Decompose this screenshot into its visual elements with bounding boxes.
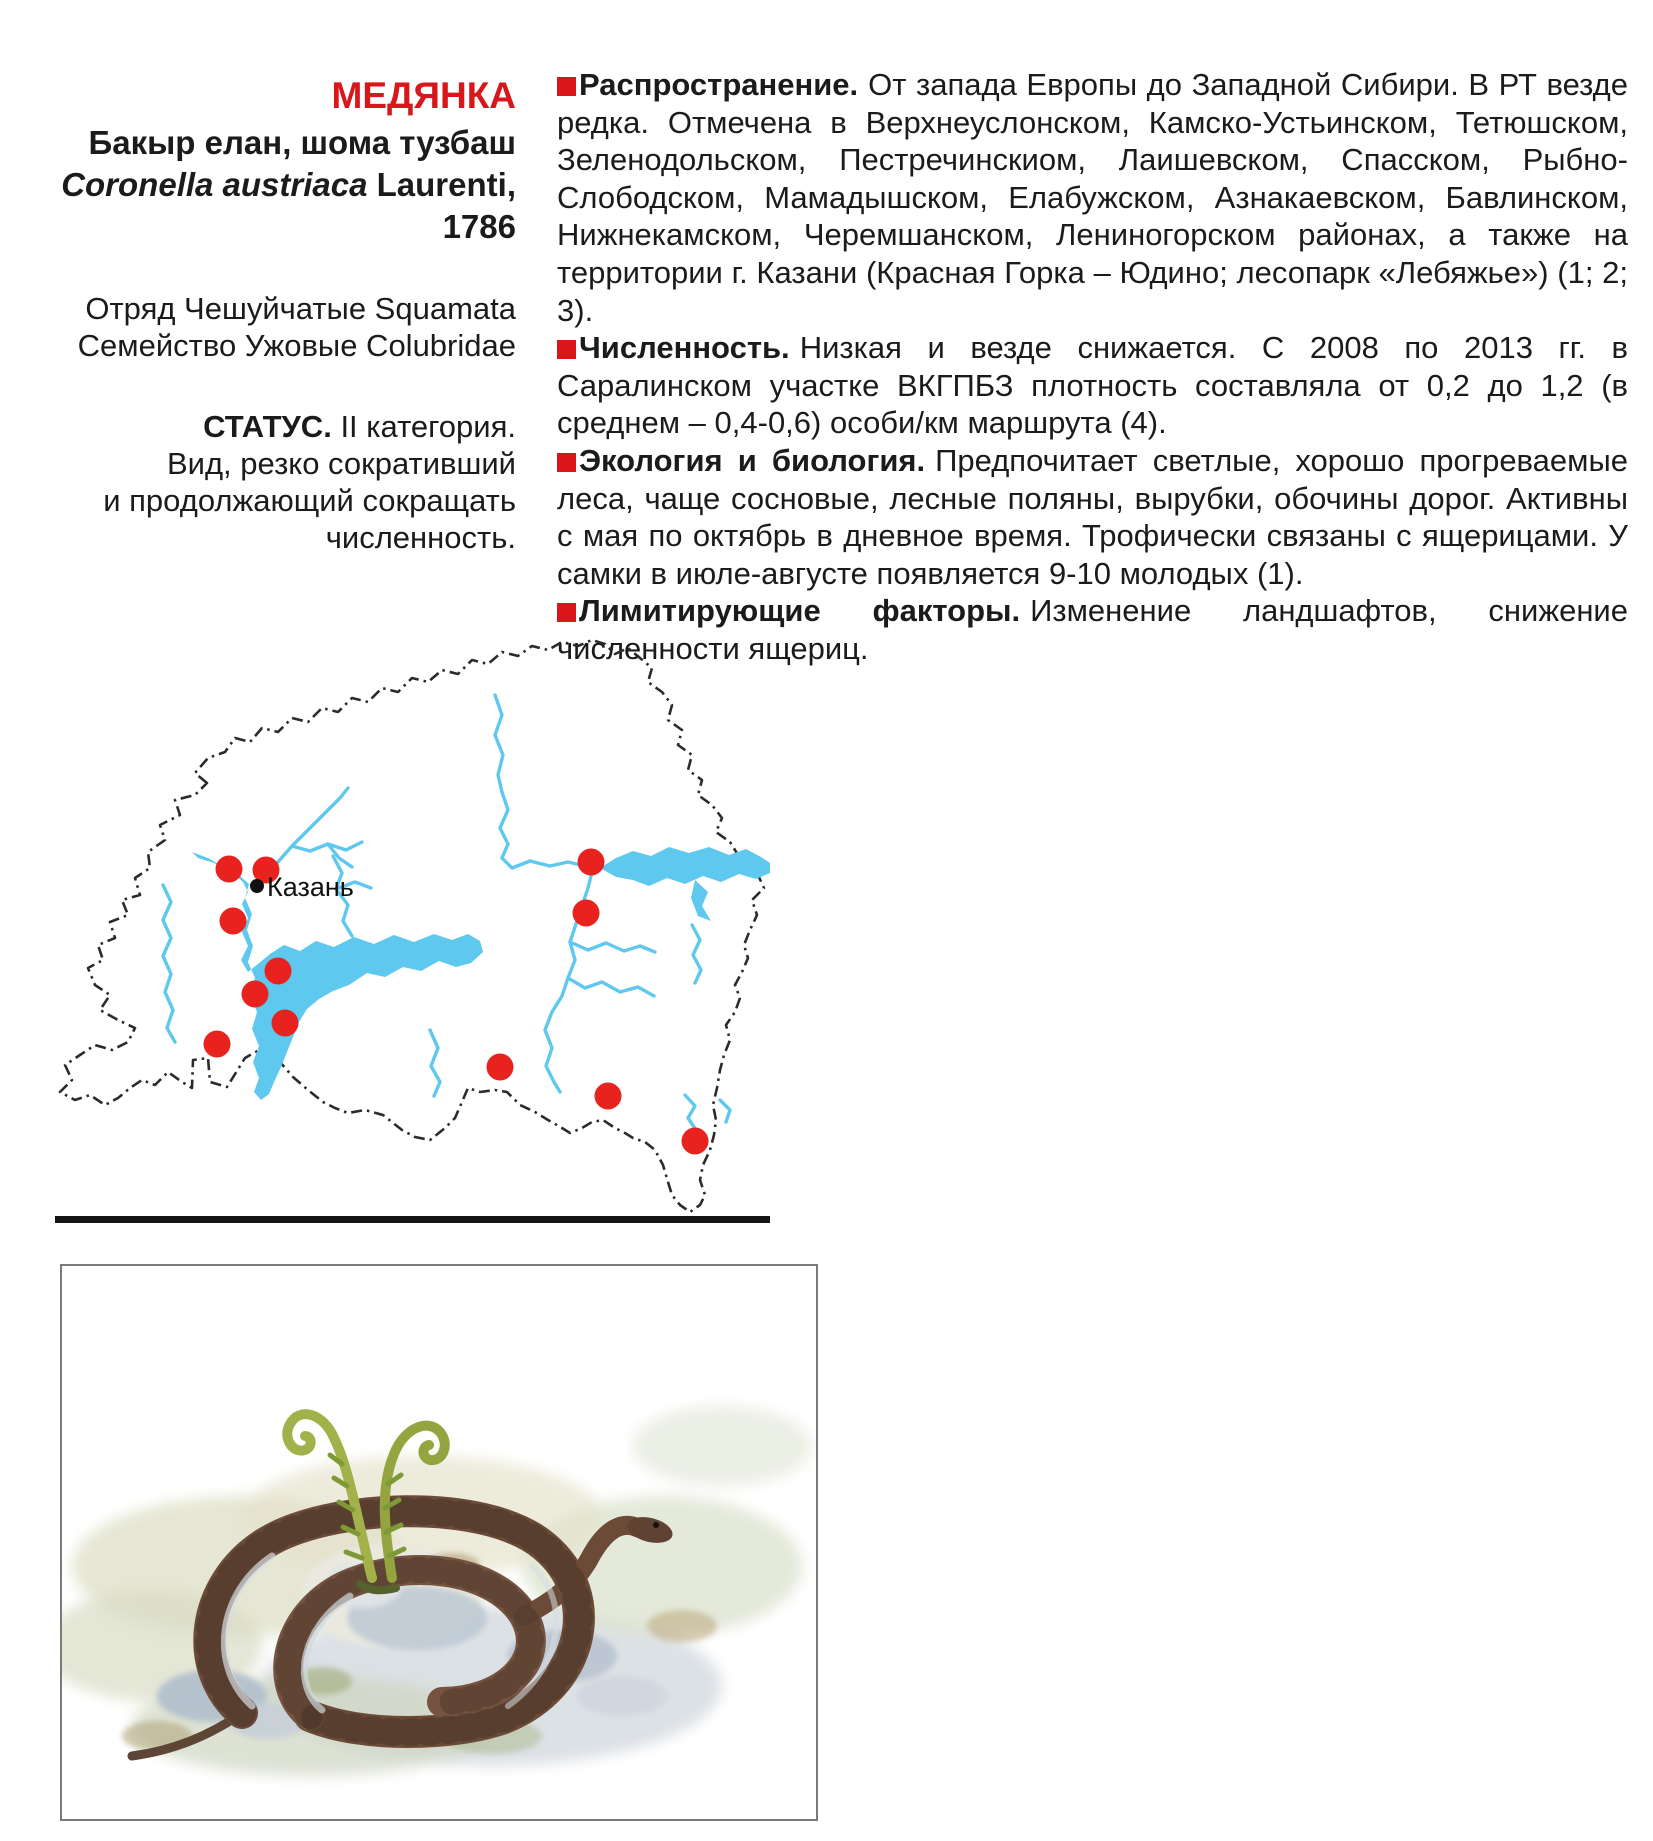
status-line: Вид, резко сокративший xyxy=(166,446,516,481)
description-year: 1786 xyxy=(442,208,516,245)
snake-eye xyxy=(653,1522,659,1528)
red-square-bullet-icon xyxy=(557,77,576,96)
section-heading: Распространение. xyxy=(579,67,859,102)
map-separator-line xyxy=(55,1216,770,1223)
authority: Laurenti, xyxy=(376,166,516,203)
section-body: От запада Европы до Западной Сибири. В РТ везде редка. Отмечена в Верхнеуслонском, Камско-Устьинском, Тетюшском, Зеленодольском, Пестречинскиом, Лаишевском, Спасском, Рыбно-Слободском, Мамадышском, Елабужском, Азнакаевском, Бавлинском, Нижнекамском, Черемшанском, Лениногорском районах, а также на территории г. Казани (Красная Горка – Юдино; лесопарк «Лебяжье») (1; 2; 3). xyxy=(557,67,1628,328)
section-body: Изменение ландшафтов, снижение численности ящериц. xyxy=(557,593,1628,666)
section-heading: Экология и биология. xyxy=(579,442,926,478)
record-dot xyxy=(220,908,247,935)
status-line: численность. xyxy=(325,520,516,555)
record-dot xyxy=(272,1010,299,1037)
section-heading: Численность. xyxy=(579,330,790,366)
local-names: Бакыр елан, шома тузбаш xyxy=(88,124,516,161)
binomial: Coronella austriaca xyxy=(61,166,368,203)
reservoir-bay xyxy=(691,880,711,921)
section-distribution xyxy=(557,66,1628,329)
order-line: Отряд Чешуйчатые Squamata xyxy=(85,291,516,326)
red-square-bullet-icon xyxy=(557,453,576,472)
red-square-bullet-icon xyxy=(557,603,576,622)
status-line: СТАТУС. II категория. xyxy=(203,409,516,444)
record-dot xyxy=(595,1083,622,1110)
family-line: Семейство Ужовые Colubridae xyxy=(77,328,516,363)
record-dot xyxy=(487,1054,514,1081)
city-dot xyxy=(250,879,264,893)
record-dot xyxy=(204,1031,231,1058)
section-abundance xyxy=(557,329,1628,442)
nizhnekamsk-reservoir xyxy=(600,847,770,886)
status-block xyxy=(60,408,516,556)
record-dot xyxy=(682,1128,709,1155)
status-line: и продолжающий сокращать xyxy=(103,483,516,518)
record-dot xyxy=(242,981,269,1008)
section-body: Низкая и везде снижается. С 2008 по 2013 гг. в Саралинском участке ВКГПБЗ плотность составляла от 0,2 до 1,2 (в среднем – 0,4-0,6) особи/км маршрута (4). xyxy=(557,330,1628,441)
taxonomy-block xyxy=(60,290,516,364)
section-heading: Лимитирующие факторы. xyxy=(579,593,1021,629)
section-ecology xyxy=(557,442,1628,592)
species-heading-block xyxy=(60,76,516,556)
distribution-map xyxy=(40,630,800,1230)
record-dot xyxy=(578,849,605,876)
page-title: МЕДЯНКА xyxy=(331,75,516,116)
record-dot xyxy=(265,958,292,985)
city-label: Казань xyxy=(267,872,354,902)
species-illustration xyxy=(60,1264,818,1821)
red-square-bullet-icon xyxy=(557,340,576,359)
article-text xyxy=(557,66,1628,668)
section-body: Предпочитает светлые, хорошо прогреваемые леса, чаще сосновые, лесные поляны, вырубки, обочины дорог. Активны с мая по октябрь в дневное время. Трофически связаны с ящерицами. У самки в июле-августе появляется 9-10 молодых (1). xyxy=(557,442,1628,591)
scientific-name xyxy=(60,164,516,206)
status-label: СТАТУС. xyxy=(203,409,332,444)
record-dot xyxy=(216,856,243,883)
record-dot xyxy=(573,900,600,927)
